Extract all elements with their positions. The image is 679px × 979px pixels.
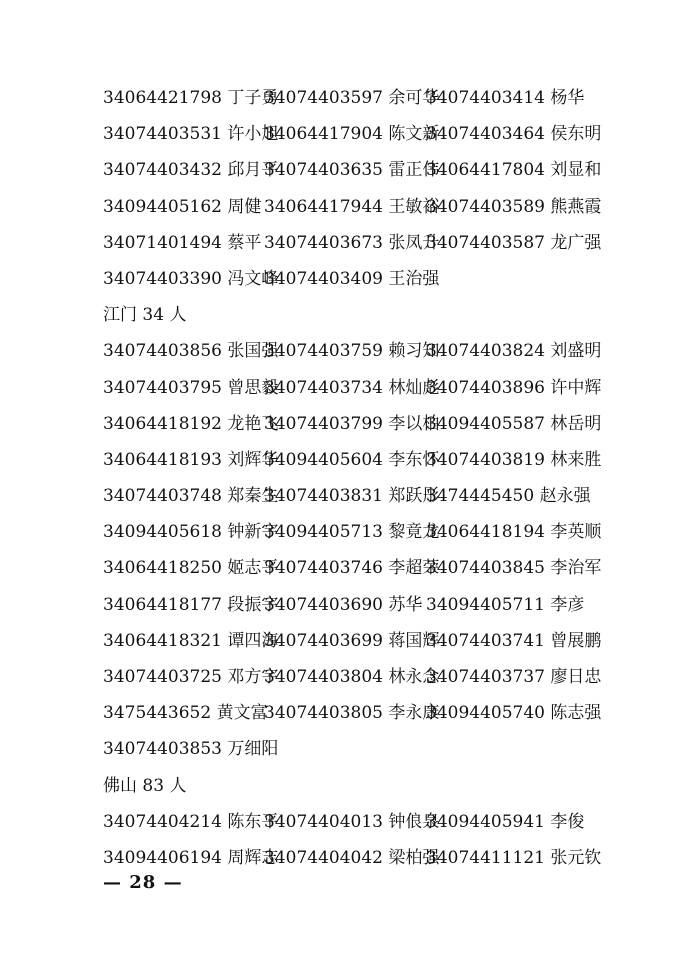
list-entry: 34074404013 钟俍泉 [264, 811, 440, 832]
list-entry: 34074403845 李治军 [426, 558, 602, 579]
list-entry: 34064418193 刘辉华 [103, 449, 279, 470]
list-entry: 34074403699 蒋国辉 [264, 630, 440, 651]
page-number: — 28 — [103, 872, 183, 893]
list-entry: 34094406194 周辉志 [103, 847, 279, 868]
list-row [103, 558, 602, 594]
list-entry: 34074403390 冯文峰 [103, 268, 279, 289]
list-entry: 34074404214 陈东平 [103, 811, 279, 832]
list-row [103, 486, 593, 522]
list-row [103, 160, 602, 196]
list-row [103, 449, 602, 486]
list-row [103, 377, 602, 414]
list-entry: 34074404042 梁柏强 [264, 847, 440, 868]
list-row [103, 124, 602, 160]
list-entry: 34074403896 许中辉 [426, 377, 602, 398]
list-entry: 34094405740 陈志强 [426, 703, 602, 724]
list-row [103, 522, 602, 558]
list-entry: 34074403673 张凤升 [264, 232, 440, 253]
list-entry: 34074403748 郑秦生 [103, 486, 279, 507]
list-entry: 34074403409 王治强 [264, 268, 440, 289]
list-entry: 34074403799 李以柏 [264, 413, 440, 434]
list-entry: 34094405713 黎竟龙 [264, 522, 440, 543]
list-entry: 34074403690 苏华 [264, 594, 423, 615]
list-entry: 34074403795 曾思毅 [103, 377, 279, 398]
list-entry: 34071401494 蔡平 [103, 232, 262, 253]
list-entry: 34074403725 邓方宇 [103, 667, 279, 687]
section-title: 佛山 83 人 [103, 775, 187, 796]
list-entry: 34074403587 龙广强 [426, 232, 602, 253]
list-row [103, 413, 602, 450]
list-row [103, 667, 602, 703]
list-entry: 34094405941 李俊 [426, 811, 585, 832]
list-entry: 34074403464 侯东明 [426, 124, 602, 145]
list-row [103, 812, 593, 848]
list-row [103, 88, 593, 124]
list-entry: 34094405587 林岳明 [426, 413, 602, 434]
list-entry: 34094405618 钟新宇 [103, 522, 279, 543]
list-entry: 34064418250 姬志平 [103, 558, 279, 579]
list-row [103, 630, 602, 667]
list-entry: 34074403635 雷正伟 [264, 160, 440, 181]
list-entry: 3475443652 黄文富 [103, 703, 268, 724]
list-entry: 34064417804 刘显和 [426, 160, 602, 181]
list-row [103, 595, 593, 631]
list-row [103, 703, 602, 739]
list-entry: 34074403531 许小旭 [103, 124, 279, 145]
list-entry: 34094405711 李彦 [426, 594, 585, 615]
list-row [103, 196, 602, 233]
list-entry: 34074403741 曾展鹏 [426, 630, 602, 651]
list-entry: 34064418321 谭四海 [103, 630, 279, 651]
list-entry: 34074411121 张元钦 [426, 847, 602, 868]
list-row [103, 269, 593, 305]
list-entry: 34074403853 万细阳 [103, 739, 279, 760]
list-entry: 34074403759 赖习知 [264, 341, 440, 362]
list-row [103, 232, 602, 269]
list-entry: 34074403819 林来胜 [426, 449, 602, 470]
list-entry: 34074403589 熊燕霞 [426, 196, 602, 217]
list-entry: 34074403831 郑跃彤 [264, 486, 440, 507]
list-entry: 34074403804 林永念 [264, 667, 440, 687]
list-entry: 34074403734 林灿彪 [264, 377, 440, 398]
list-entry: 34064421798 丁子勇 [103, 88, 279, 108]
list-row [103, 739, 593, 775]
list-entry: 34074403824 刘盛明 [426, 341, 602, 362]
list-entry: 34074403737 廖日忠 [426, 667, 602, 687]
list-entry: 34094405604 李东怀 [264, 449, 440, 470]
list-entry: 34064417944 王敏裕 [264, 196, 440, 217]
list-entry: 34064417904 陈文新 [264, 124, 440, 145]
list-entry: 34064418194 李英顺 [426, 522, 602, 543]
list-row [103, 341, 602, 377]
section-title: 江门 34 人 [103, 305, 187, 326]
list-entry: 34074403856 张国强 [103, 341, 279, 362]
list-entry: 34064418177 段振宇 [103, 594, 279, 615]
list-entry: 34074403746 李超荣 [264, 558, 440, 579]
list-entry: 34074403805 李永康 [264, 703, 440, 724]
list-entry: 34074403432 邱月平 [103, 160, 279, 181]
list-entry: 34064418192 龙艳飞 [103, 413, 279, 434]
list-entry: 34074403597 余可华 [264, 88, 440, 108]
list-entry: 34074403414 杨华 [426, 88, 585, 108]
name-list [103, 88, 602, 884]
list-entry: 3474445450 赵永强 [426, 486, 591, 507]
list-entry: 34094405162 周健 [103, 196, 262, 217]
